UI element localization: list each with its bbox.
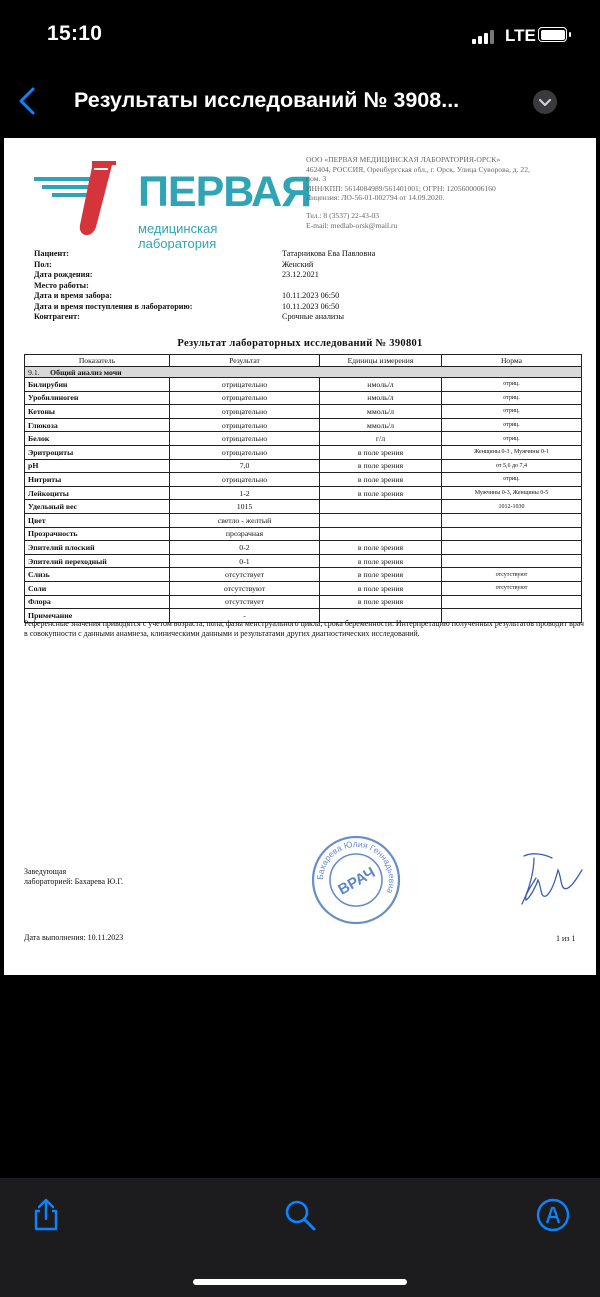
back-button[interactable] — [14, 86, 44, 116]
column-header: Единицы измерения — [320, 355, 442, 367]
result-parameter: Удельный вес — [25, 500, 170, 514]
result-parameter: Прозрачность — [25, 527, 170, 541]
search-button[interactable] — [282, 1197, 318, 1233]
result-parameter: Билирубин — [25, 378, 170, 392]
section-row — [25, 367, 582, 378]
info-label: Дата и время поступления в лабораторию: — [34, 301, 193, 311]
search-icon — [282, 1197, 318, 1233]
nav-bar — [0, 70, 600, 134]
table-row — [25, 445, 582, 459]
result-unit: нмоль/л — [320, 391, 442, 405]
table-row — [25, 554, 582, 568]
result-norm: отриц. — [442, 432, 582, 446]
patient-info-row — [34, 312, 574, 323]
patient-info-row — [34, 302, 574, 313]
info-value: Срочные анализы — [282, 312, 345, 321]
patient-info-row — [34, 291, 574, 302]
battery-icon — [538, 27, 567, 42]
network-label: LTE — [505, 26, 536, 45]
lab-logo — [30, 157, 312, 252]
patient-info-row — [34, 281, 574, 292]
result-parameter: Эпителий плоский — [25, 541, 170, 555]
result-parameter: Эпителий переходный — [25, 554, 170, 568]
result-unit: в поле зрения — [320, 568, 442, 582]
result-norm: от 5,6 до 7,4 — [442, 459, 582, 473]
org-line: ИНН/КПП: 5614084989/561401001; ОГРН: 1205600006160 — [306, 183, 496, 193]
result-unit: в поле зрения — [320, 554, 442, 568]
table-row — [25, 541, 582, 555]
results-title: Результат лабораторных исследований № 390801 — [177, 338, 423, 349]
result-value: прозрачная — [170, 527, 320, 541]
info-value: Татарникова Ева Павловна — [282, 249, 376, 258]
patient-info — [34, 249, 574, 323]
column-header: Результат — [170, 355, 320, 367]
result-value: отсутствует — [170, 568, 320, 582]
signature-icon — [512, 848, 584, 910]
table-row — [25, 595, 582, 609]
info-value: 10.11.2023 06:50 — [282, 301, 340, 311]
organization-details — [306, 155, 581, 230]
table-row — [25, 391, 582, 405]
result-value: 1015 — [170, 500, 320, 514]
result-norm — [442, 541, 582, 555]
reference-note: Референсные значения приводятся с учетом возраста, пола, фазы менструального цикла, срока беременности. Интерпретацию полученных результатов проводит врач в совокупности с данными анамнеза, клиническими данными и результатами других диагностических исследований. — [24, 619, 584, 638]
result-parameter: Лейкоциты — [25, 486, 170, 500]
info-value: 23.12.2021 — [282, 270, 319, 279]
result-parameter: Слизь — [25, 568, 170, 582]
page-title: Результаты исследований № 3908... — [74, 88, 460, 112]
share-button[interactable] — [28, 1197, 64, 1233]
result-parameter: Нитриты — [25, 473, 170, 487]
signer-role — [24, 867, 123, 887]
org-line: E-mail: medlab-orsk@mail.ru — [306, 220, 398, 230]
status-bar — [0, 0, 600, 70]
info-value: Женский — [282, 259, 314, 269]
info-label: Контрагент: — [34, 312, 80, 321]
chevron-left-icon — [14, 86, 44, 116]
document-page[interactable] — [4, 138, 596, 975]
result-value: отрицательно — [170, 378, 320, 392]
info-label: Пол: — [34, 259, 52, 269]
info-label: Место работы: — [34, 280, 89, 290]
table-row — [25, 405, 582, 419]
result-value: 0-2 — [170, 541, 320, 555]
table-row — [25, 581, 582, 595]
home-indicator[interactable] — [193, 1279, 407, 1285]
table-row — [25, 500, 582, 514]
result-norm: отриц. — [442, 378, 582, 392]
table-row — [25, 418, 582, 432]
result-unit: в поле зрения — [320, 541, 442, 555]
result-value: отрицательно — [170, 432, 320, 446]
page-number: 1 из 1 — [556, 934, 576, 943]
result-norm: отсутствуют — [442, 568, 582, 582]
test-tube-logo-icon — [30, 157, 140, 252]
chevron-down-icon — [533, 90, 557, 114]
column-header: Показатель — [25, 355, 170, 367]
signal-icon — [472, 30, 496, 44]
result-parameter: Цвет — [25, 513, 170, 527]
result-norm: отриц. — [442, 473, 582, 487]
result-value: светло - желтый — [170, 513, 320, 527]
section-number: 9.1. — [28, 367, 40, 377]
result-unit: в поле зрения — [320, 486, 442, 500]
info-label: Дата рождения: — [34, 270, 93, 279]
patient-info-row — [34, 270, 574, 281]
result-value: отрицательно — [170, 473, 320, 487]
doctor-stamp-icon — [310, 834, 402, 926]
table-row — [25, 527, 582, 541]
result-unit — [320, 500, 442, 514]
result-value: 0-1 — [170, 554, 320, 568]
table-row — [25, 513, 582, 527]
table-row — [25, 459, 582, 473]
column-header: Норма — [442, 355, 582, 367]
patient-info-row — [34, 260, 574, 271]
result-unit: в поле зрения — [320, 595, 442, 609]
result-unit: ммоль/л — [320, 405, 442, 419]
status-time: 15:10 — [47, 22, 103, 45]
result-value: 1-2 — [170, 486, 320, 500]
result-parameter: Флора — [25, 595, 170, 609]
table-row — [25, 432, 582, 446]
table-row — [25, 486, 582, 500]
title-menu-button[interactable] — [533, 90, 557, 114]
signer-role-line: Заведующая — [24, 867, 67, 876]
result-norm: Женщины 0-3 , Мужчины 0-1 — [442, 445, 582, 459]
result-norm — [442, 527, 582, 541]
result-norm — [442, 513, 582, 527]
result-value: отрицательно — [170, 405, 320, 419]
result-unit: в поле зрения — [320, 581, 442, 595]
result-value: отсутствует — [170, 595, 320, 609]
section-cell — [25, 367, 582, 378]
result-unit: нмоль/л — [320, 378, 442, 392]
result-norm — [442, 554, 582, 568]
result-norm — [442, 595, 582, 609]
lab-brand-subtitle: медицинская лаборатория — [138, 221, 218, 251]
org-line: Лицензия: ЛО-56-01-002794 от 14.09.2020. — [306, 193, 445, 203]
org-line: пом. 3 — [306, 174, 327, 184]
result-parameter: Примечание — [25, 609, 170, 623]
stamp-ring-text: Бахарева Юлия Геннадьевна — [314, 838, 398, 895]
markup-button[interactable] — [535, 1197, 571, 1233]
result-parameter: Соли — [25, 581, 170, 595]
result-norm: отриц. — [442, 418, 582, 432]
result-parameter: Уробилиноген — [25, 391, 170, 405]
result-unit: ммоль/л — [320, 418, 442, 432]
signer-role-line: лабораторией: Бахарева Ю.Г. — [24, 877, 123, 886]
result-parameter: Эритроциты — [25, 445, 170, 459]
result-norm: отсутствуют — [442, 581, 582, 595]
result-parameter: pH — [25, 459, 170, 473]
stamp-center-text: ВРАЧ — [335, 864, 379, 899]
results-table — [24, 354, 582, 623]
section-name: Общий анализ мочи — [50, 367, 122, 377]
result-unit — [320, 513, 442, 527]
result-parameter: Кетоны — [25, 405, 170, 419]
result-value: отрицательно — [170, 445, 320, 459]
result-value: отрицательно — [170, 418, 320, 432]
org-line: 462404, РОССИЯ, Оренбургская обл., г. Орск, Улица Суворова, д. 22, — [306, 164, 530, 174]
result-unit: в поле зрения — [320, 473, 442, 487]
result-unit: в поле зрения — [320, 445, 442, 459]
table-header-row — [25, 355, 582, 367]
result-value: отрицательно — [170, 391, 320, 405]
result-unit — [320, 527, 442, 541]
table-row — [25, 568, 582, 582]
markup-icon — [535, 1197, 571, 1233]
completion-date: Дата выполнения: 10.11.2023 — [24, 933, 124, 942]
result-norm: отриц. — [442, 391, 582, 405]
info-label: Пациент: — [34, 249, 69, 258]
result-norm: отриц. — [442, 405, 582, 419]
result-parameter: Белок — [25, 432, 170, 446]
result-value: - — [170, 609, 320, 623]
result-value: отсутствуют — [170, 581, 320, 595]
result-unit: в поле зрения — [320, 459, 442, 473]
info-label: Дата и время забора: — [34, 291, 113, 300]
result-norm: 1012-1030 — [442, 500, 582, 514]
result-parameter: Глюкоза — [25, 418, 170, 432]
share-icon — [28, 1197, 64, 1233]
result-unit: г/л — [320, 432, 442, 446]
org-line: ООО «ПЕРВАЯ МЕДИЦИНСКАЯ ЛАБОРАТОРИЯ-ОРСК» — [306, 155, 501, 164]
table-row — [25, 378, 582, 392]
org-line: Тел.: 8 (3537) 22-43-03 — [306, 210, 380, 220]
lab-brand-name: ПЕРВАЯ — [138, 168, 312, 216]
info-value: 10.11.2023 06:50 — [282, 291, 340, 300]
org-spacer — [306, 203, 581, 211]
result-value: 7,0 — [170, 459, 320, 473]
table-row — [25, 473, 582, 487]
result-norm: Мужчины 0-3, Женщины 0-5 — [442, 486, 582, 500]
patient-info-row — [34, 249, 574, 260]
